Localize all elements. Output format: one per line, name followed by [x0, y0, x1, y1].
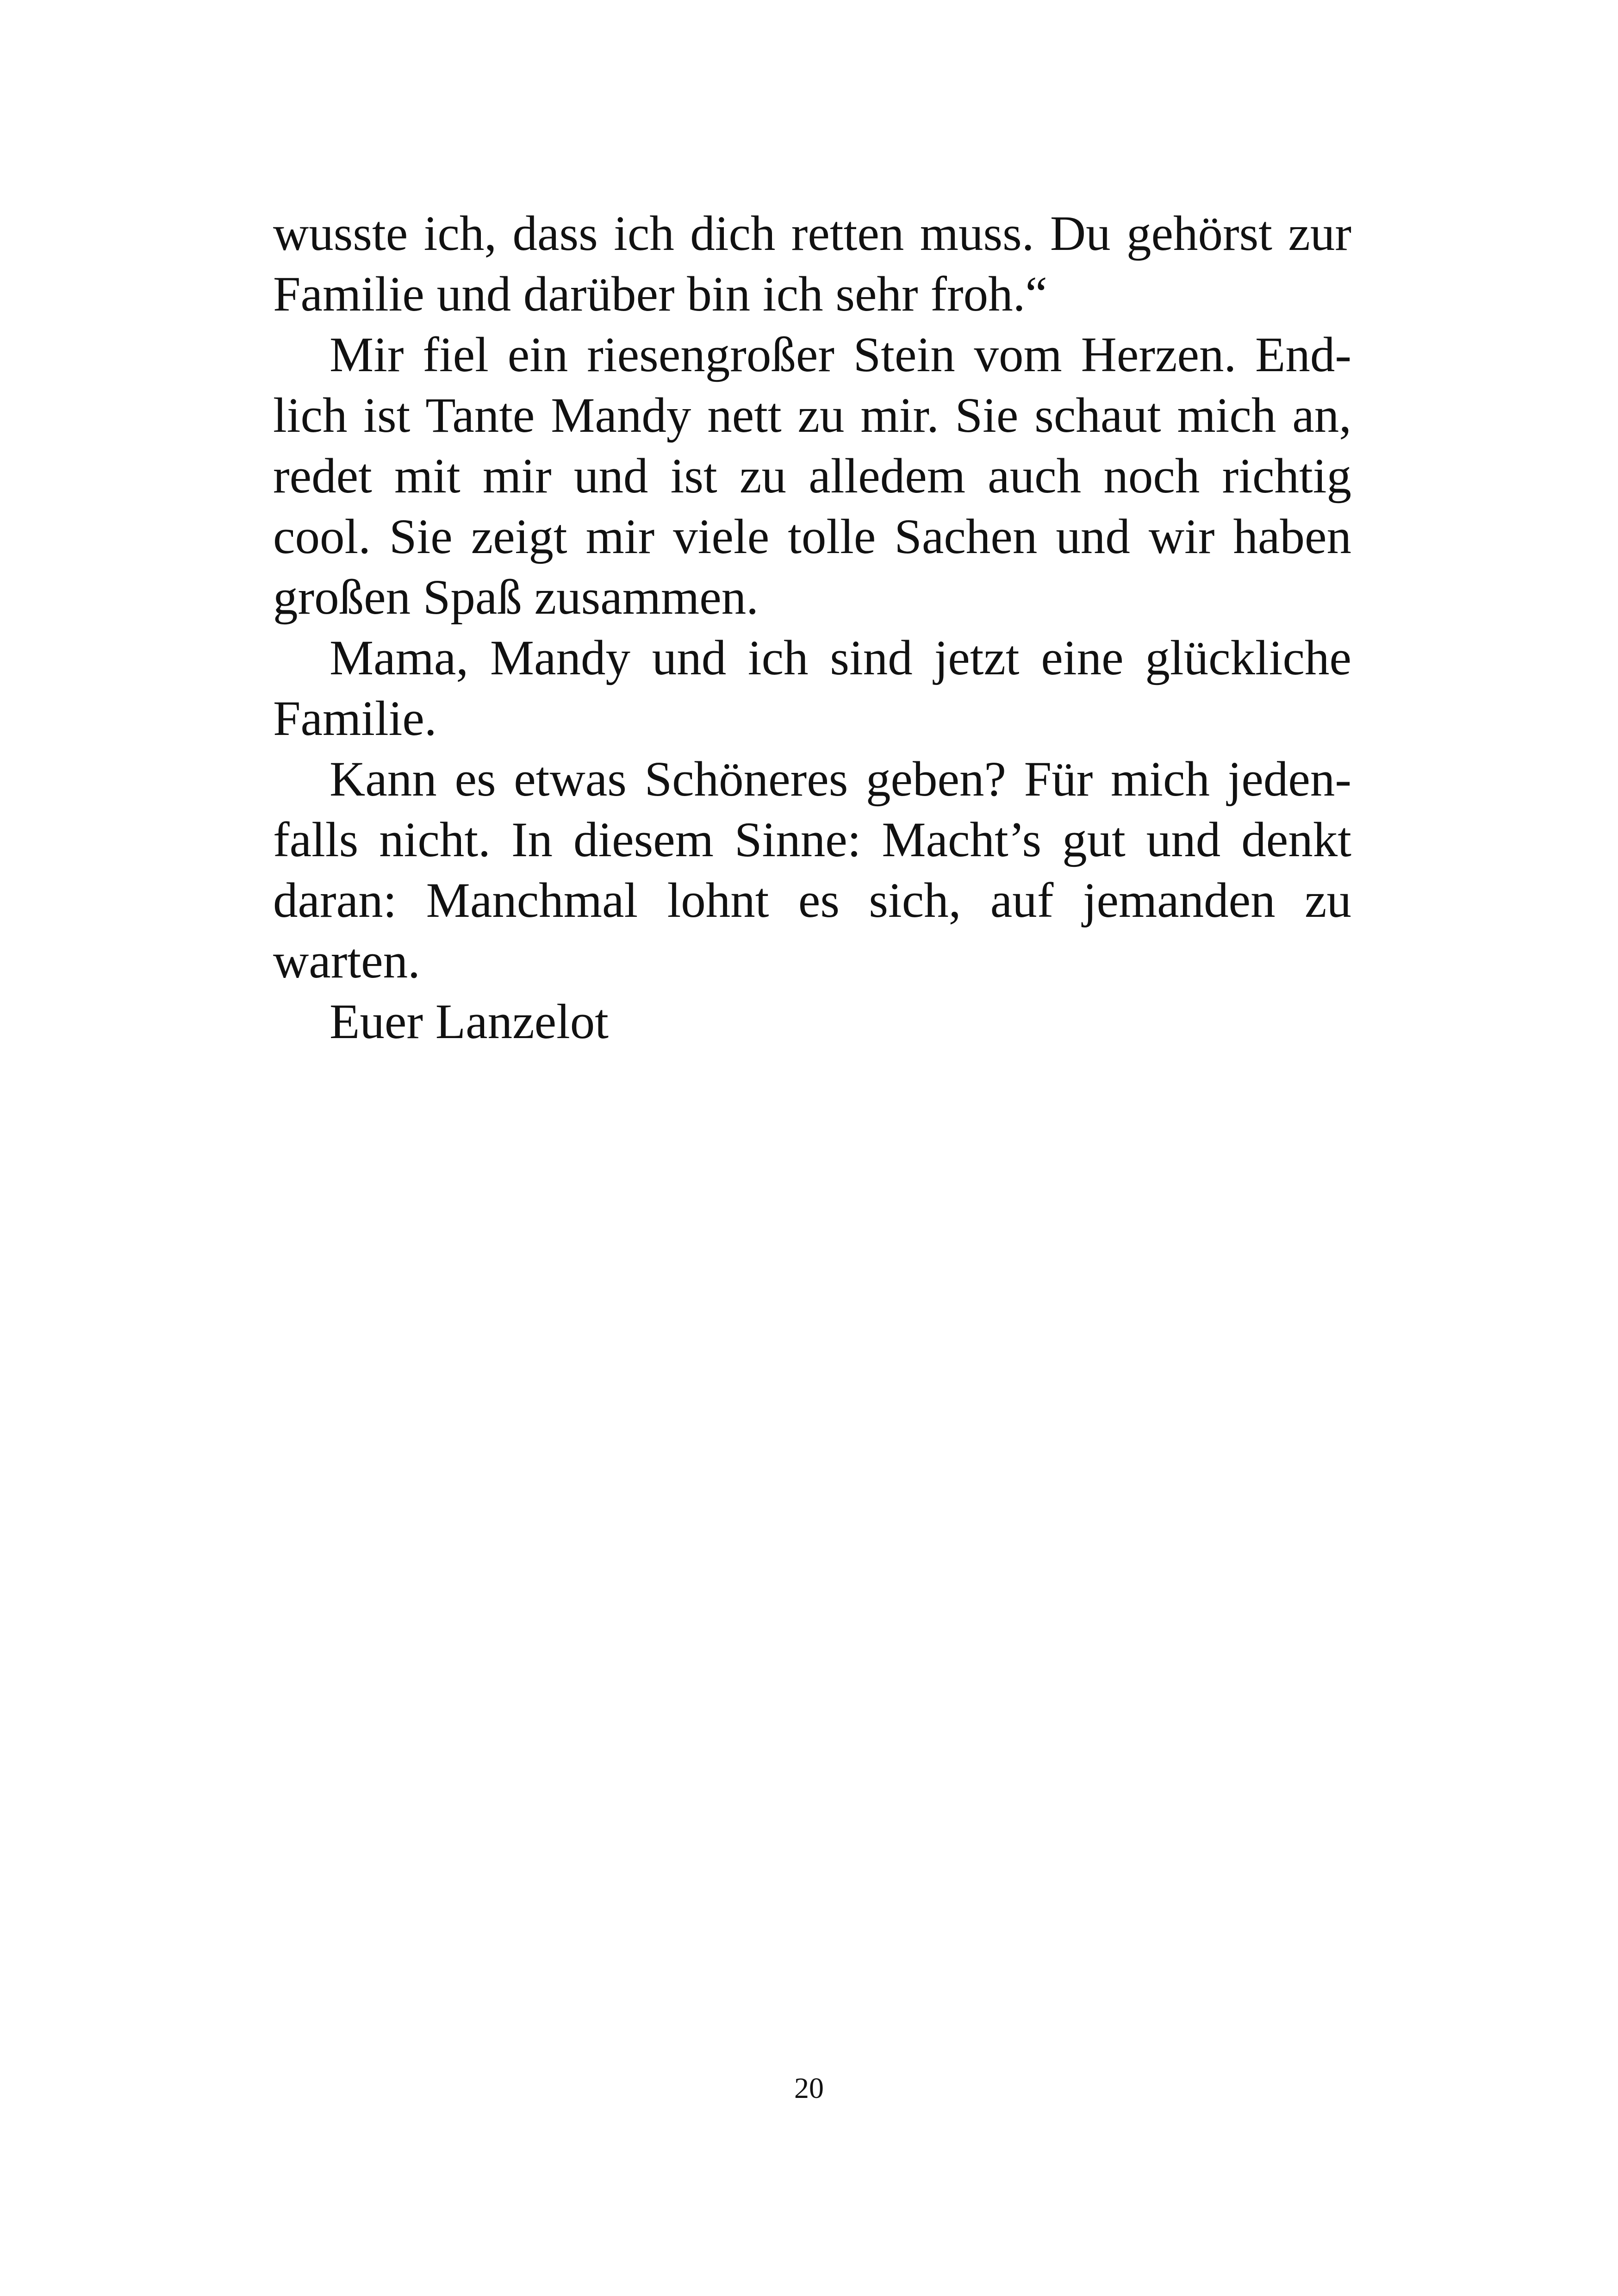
text-line: redet mit mir und ist zu alledem auch noch richtig: [273, 449, 1351, 504]
text-line: großen Spaß zusammen.: [273, 570, 759, 625]
text-line: warten.: [273, 934, 420, 989]
text-line: Familie.: [273, 691, 437, 746]
text-line: daran: Manchmal lohnt es sich, auf jemanden zu: [273, 873, 1351, 928]
signature-line: Euer Lanzelot: [330, 995, 609, 1049]
paragraph-first-line: Kann es etwas Schöneres geben? Für mich jeden-: [330, 752, 1351, 807]
text-line: wusste ich, dass ich dich retten muss. Du gehörst zur: [273, 206, 1351, 261]
text-line: Familie und darüber bin ich sehr froh.“: [273, 267, 1047, 322]
paragraph-first-line: Mir fiel ein riesengroßer Stein vom Herzen. End-: [330, 328, 1351, 382]
text-line: lich ist Tante Mandy nett zu mir. Sie schaut mich an,: [273, 388, 1351, 443]
paragraph-first-line: Mama, Mandy und ich sind jetzt eine glückliche: [330, 631, 1351, 685]
text-line: cool. Sie zeigt mir viele tolle Sachen und wir haben: [273, 510, 1351, 564]
page-number: 20: [794, 2072, 824, 2104]
body-text: [273, 204, 1351, 1052]
text-line: falls nicht. In diesem Sinne: Macht’s gut und denkt: [273, 813, 1351, 867]
